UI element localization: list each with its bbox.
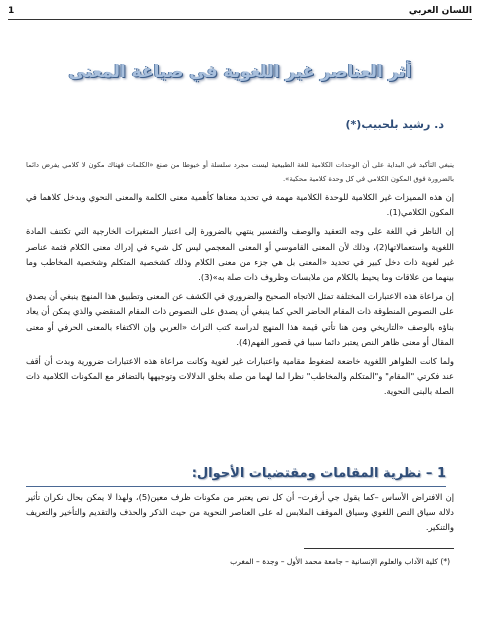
paragraph-3: إن الناظر في اللغة على وجه التعقيد والوصف والتفسير ينتهي بالضرورة إلى اعتبار المتغيرات الخارجية التي تكتنف المادة اللغوية واستعمالاتها(2)، وذلك لأن المعنى القاموسي أو المعنى المعجمي ليس كل شيء في إدراك معنى الكلام فثمة عناصر غير لغوية ذات دخل كبير في تحديد «المعنى بل هي جزء من معنى الكلام وذلك كشخصية المتكلم وشخصية المخاطب وما بينهما من علاقات وما يحيط بالكلام من ملابسات وظروف ذات صلة به»(3). <box>26 226 454 283</box>
section-number: 1 – <box>425 466 446 481</box>
section-body <box>26 490 454 540</box>
paragraph-1: ينبغي التأكيد في البداية على أن الوحدات الكلامية للغة الطبيعية ليست مجرد سلسلة أو خيوطا من صنع «الكلمات فهناك مكون لا كلامي يفرض دائما بالضرورة فوق المكون الكلامي في كل وحدة كلامية محكية». <box>26 161 454 183</box>
section-rule <box>26 486 446 487</box>
paragraph-4: إن مراعاة هذه الاعتبارات المختلفة تمثل الاتجاه الصحيح والضروري في الكشف عن المعنى وتطبيق هذا المنهج ينبغي أن يصدق على النصوص المنطوقة ذات المقام الحاضر الحي كما ينبغي أن يصدق على النصوص ذات المقام المنقضي والذي يمكن أن يعاد بناؤه بالوصف «التاريخي ومن هنا تأتي قيمة هذا المنهج لدراسة كتب التراث «العربي وإن الاكتفاء بالمعنى الحرفي أو معنى المقال أو معنى ظاهر النص يعتبر دائما سببا في قصور الفهم(4). <box>26 291 454 347</box>
section-title: نظرية المقامات ومقتضيات الأحوال: <box>191 466 422 481</box>
footnote: (*) كلية الآداب والعلوم الإنسانية – جامعة محمد الأول – وجدة – المغرب <box>230 557 450 566</box>
article-title: أثر العناصر غير اللغوية في صياغة المعنى <box>68 62 412 82</box>
page-number: 1 <box>8 6 15 16</box>
author-name: د. رشيد بلحبيب(*) <box>345 118 444 131</box>
page-header <box>8 4 472 18</box>
journal-name: اللسان العربي <box>408 6 472 16</box>
header-rule <box>8 19 472 20</box>
section-heading <box>26 466 446 481</box>
paragraph-2: إن هذه المميزات غير الكلامية للوحدة الكلامية مهمة في تحديد معناها كأهمية معنى الكلمة والمعنى النحوي وبدخل كلاهما في المكون الكلامي(1). <box>26 192 454 218</box>
section-paragraph: إن الافتراض الأساس –كما يقول جي أرفرت– أن كل نص يعتبر من مكونات ظرف معين(5)، ولهذا لا يمكن بحال نكران تأثير دلالة سياق النص اللغوي وسياق الموقف الملابس له على العناصر النحوية من حيث الذكر والحذف والتقديم والتأخير والتعريف والتنكير. <box>26 492 455 533</box>
article-body <box>26 158 454 404</box>
paragraph-5: ولما كانت الظواهر اللغوية خاضعة لضغوط مقامية واعتبارات غير لغوية وكانت مراعاة هذه الاعتبارات ضرورية وبدت أن أقف عند فكرتي "المقام" و"المتكلم والمخاطب" نظرا لما لهما من صلة بخلق الدلالات وتوجيهها بالتضافر مع المكونات الكلامية ذات الصلة بالبنى النحوية. <box>26 356 454 397</box>
footnote-rule <box>304 548 454 549</box>
